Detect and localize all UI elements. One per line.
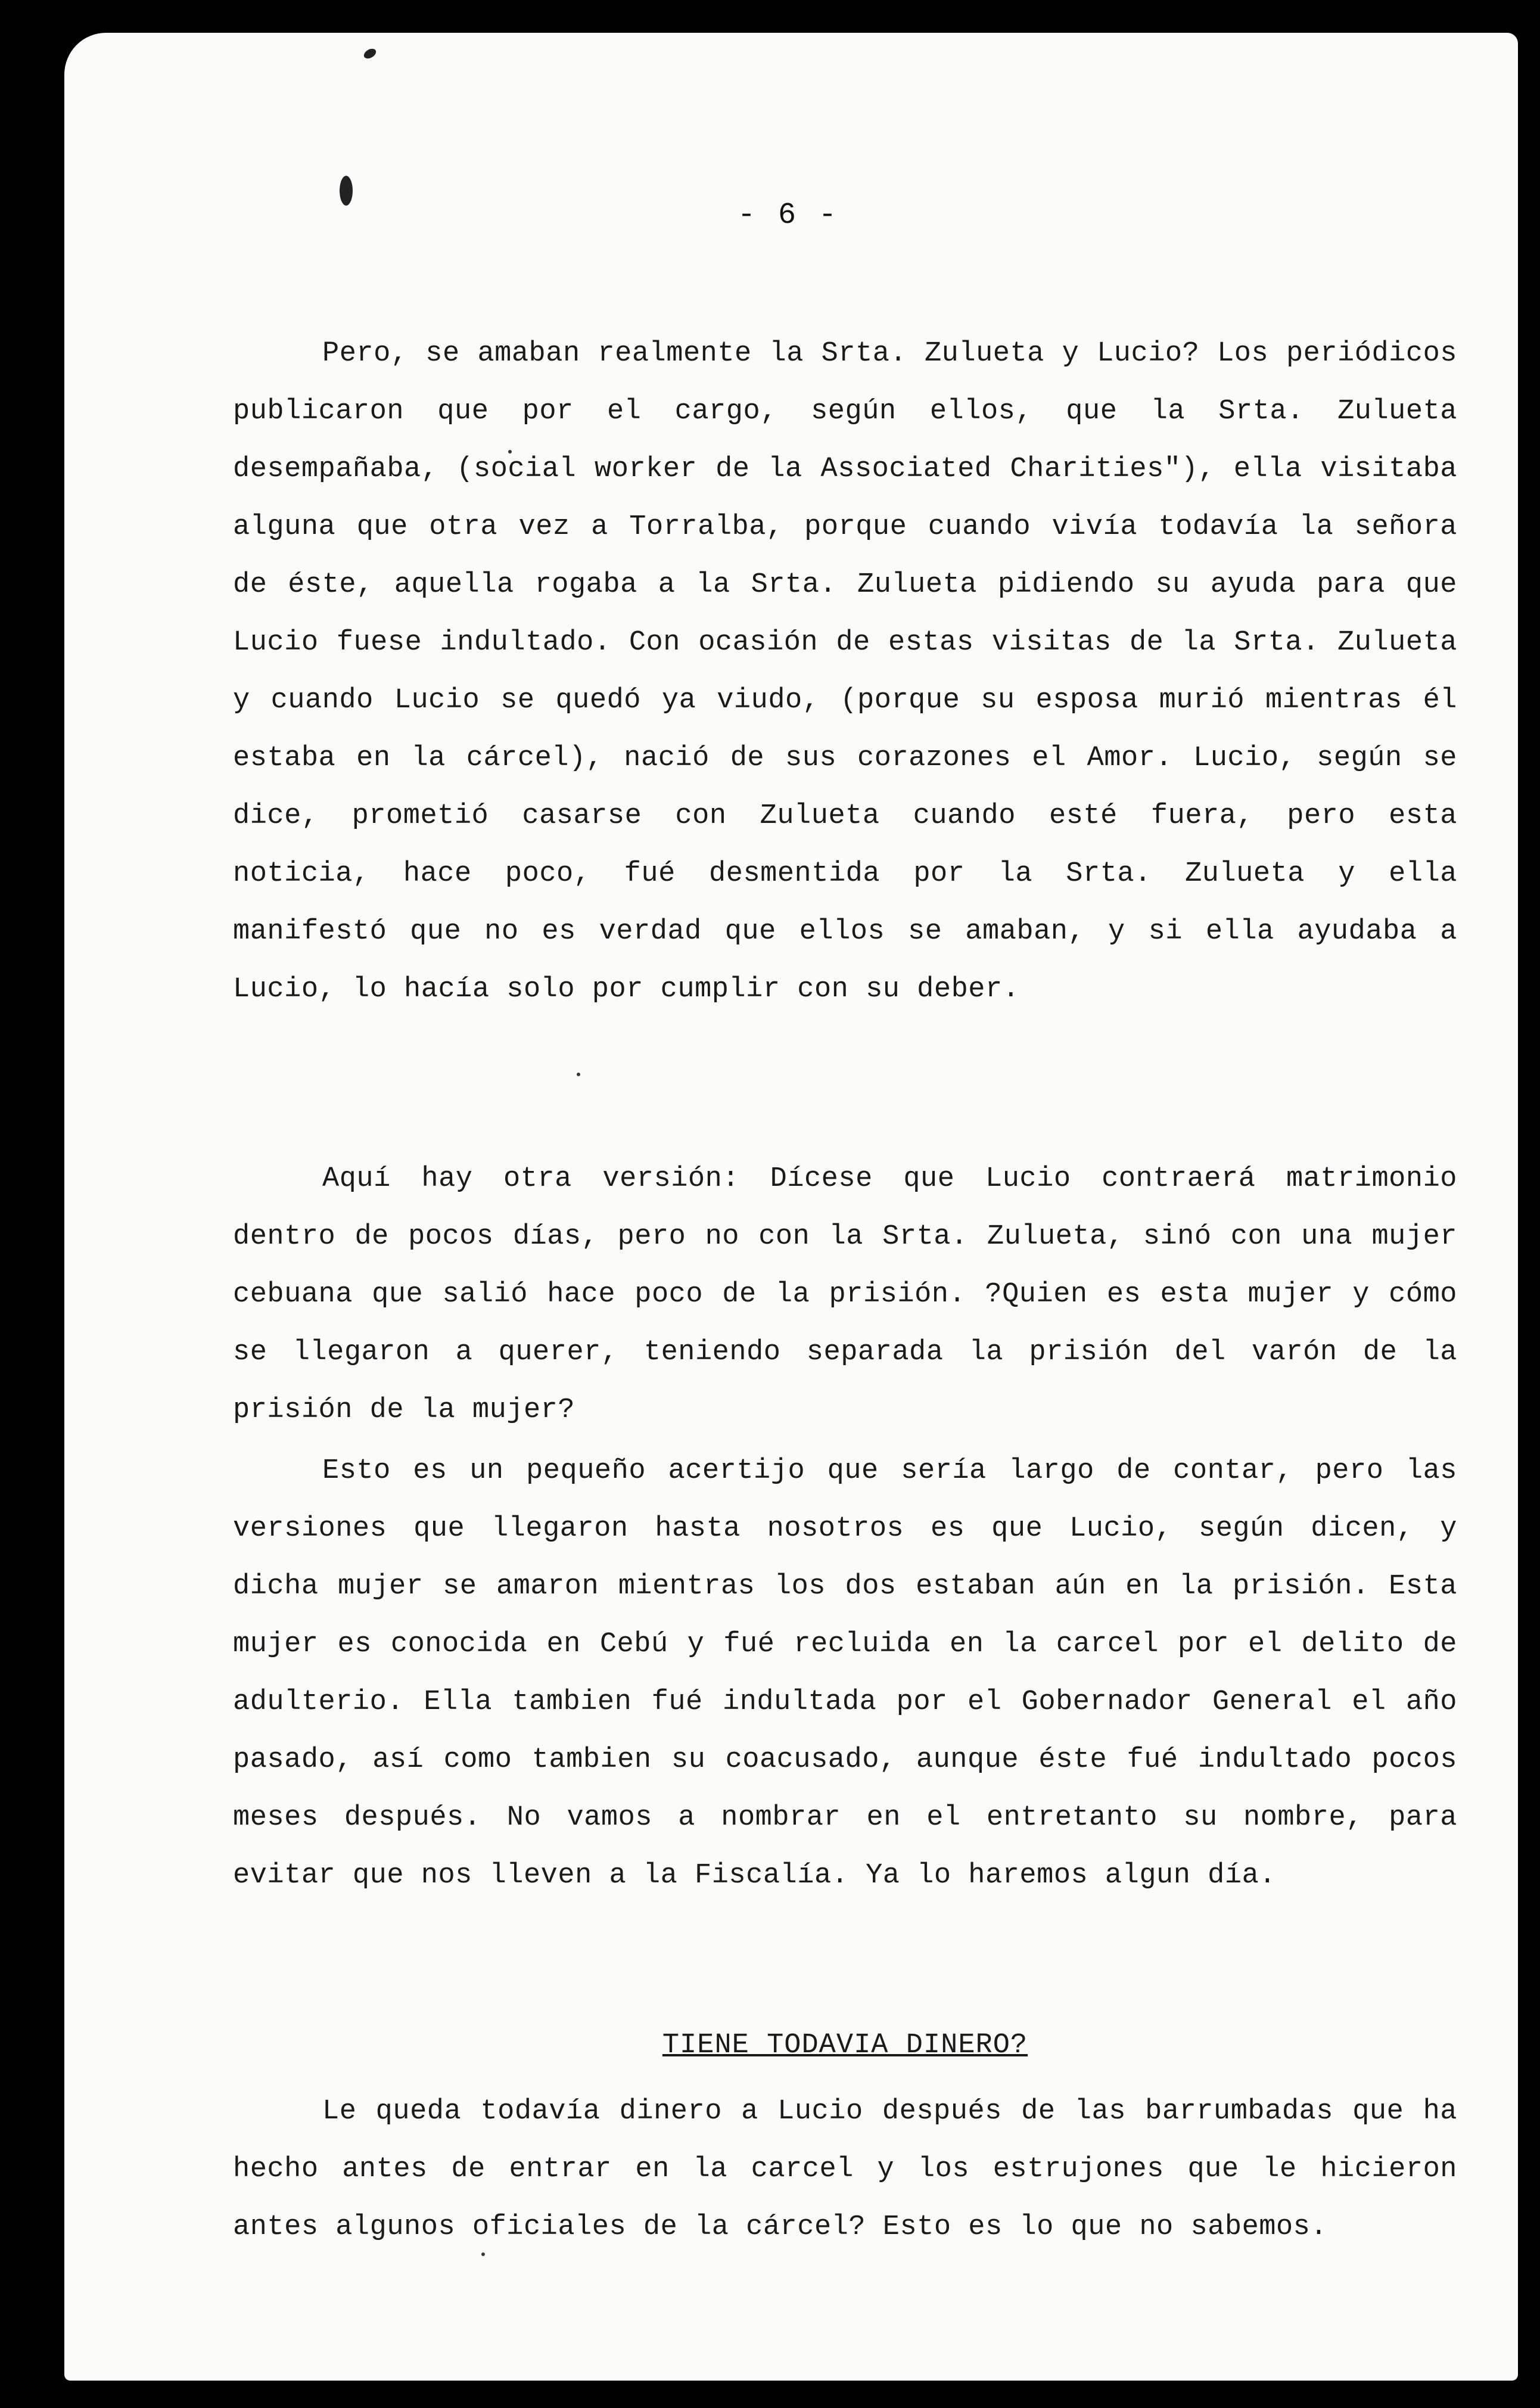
ink-smudge-small — [362, 46, 378, 60]
section-heading: TIENE TODAVIA DINERO? — [662, 2030, 1028, 2061]
ink-smudge — [340, 176, 353, 206]
paragraph-3: Esto es un pequeño acertijo que sería largo de contar, pero las versiones que llegaron hasta nosotros es que Lucio, según dicen, y dicha mujer se amaron mientras los dos estaban aún en la prisión. Esta mujer es conocida en Cebú y fué recluida en la carcel por el delito de adulterio. Ella tambien fué indultada por el Gobernador General el año pasado, así como tambien su coacusado, aunque éste fué indultado pocos meses después. No vamos a nombrar en el entretanto su nombre, para evitar que nos lleven a la Fiscalía. Ya lo haremos algun día. — [233, 1455, 1457, 1891]
paragraph-2: Aquí hay otra versión: Dícese que Lucio contraerá matrimonio dentro de pocos días, pero no con la Srta. Zulueta, sinó con una mujer cebuana que salió hace poco de la prisión. ?Quien es esta mujer y cómo se llegaron a querer, teniendo separada la prisión del varón de la prisión de la mujer? — [233, 1163, 1457, 1426]
section-paragraph: Le queda todavía dinero a Lucio después de las barrumbadas que ha hecho antes de entrar en la carcel y los estrujones que le hicieron antes algunos oficiales de la cárcel? Esto es lo que no sabemos. — [233, 2096, 1457, 2243]
ink-speck — [577, 1073, 580, 1076]
page-number: - 6 - — [738, 198, 839, 232]
paragraph-1: Pero, se amaban realmente la Srta. Zulueta y Lucio? Los periódicos publicaron que por el cargo, según ellos, que la Srta. Zulueta desempañaba, (social worker de la Associated Charities"), ella visitaba alguna que otra vez a Torralba, porque cuando vivía todavía la señora de éste, aquella rogaba a la Srta. Zulueta pidiendo su ayuda para que Lucio fuese indultado. Con ocasión de estas visitas de la Srta. Zulueta y cuando Lucio se quedó ya viudo, (porque su esposa murió mientras él estaba en la cárcel), nació de sus corazones el Amor. Lucio, según se dice, prometió casarse con Zulueta cuando esté fuera, pero esta noticia, hace poco, fué desmentida por la Srta. Zulueta y ella manifestó que no es verdad que ellos se amaban, y si ella ayudaba a Lucio, lo hacía solo por cumplir con su deber. — [233, 338, 1457, 1005]
document-page — [64, 33, 1518, 2381]
